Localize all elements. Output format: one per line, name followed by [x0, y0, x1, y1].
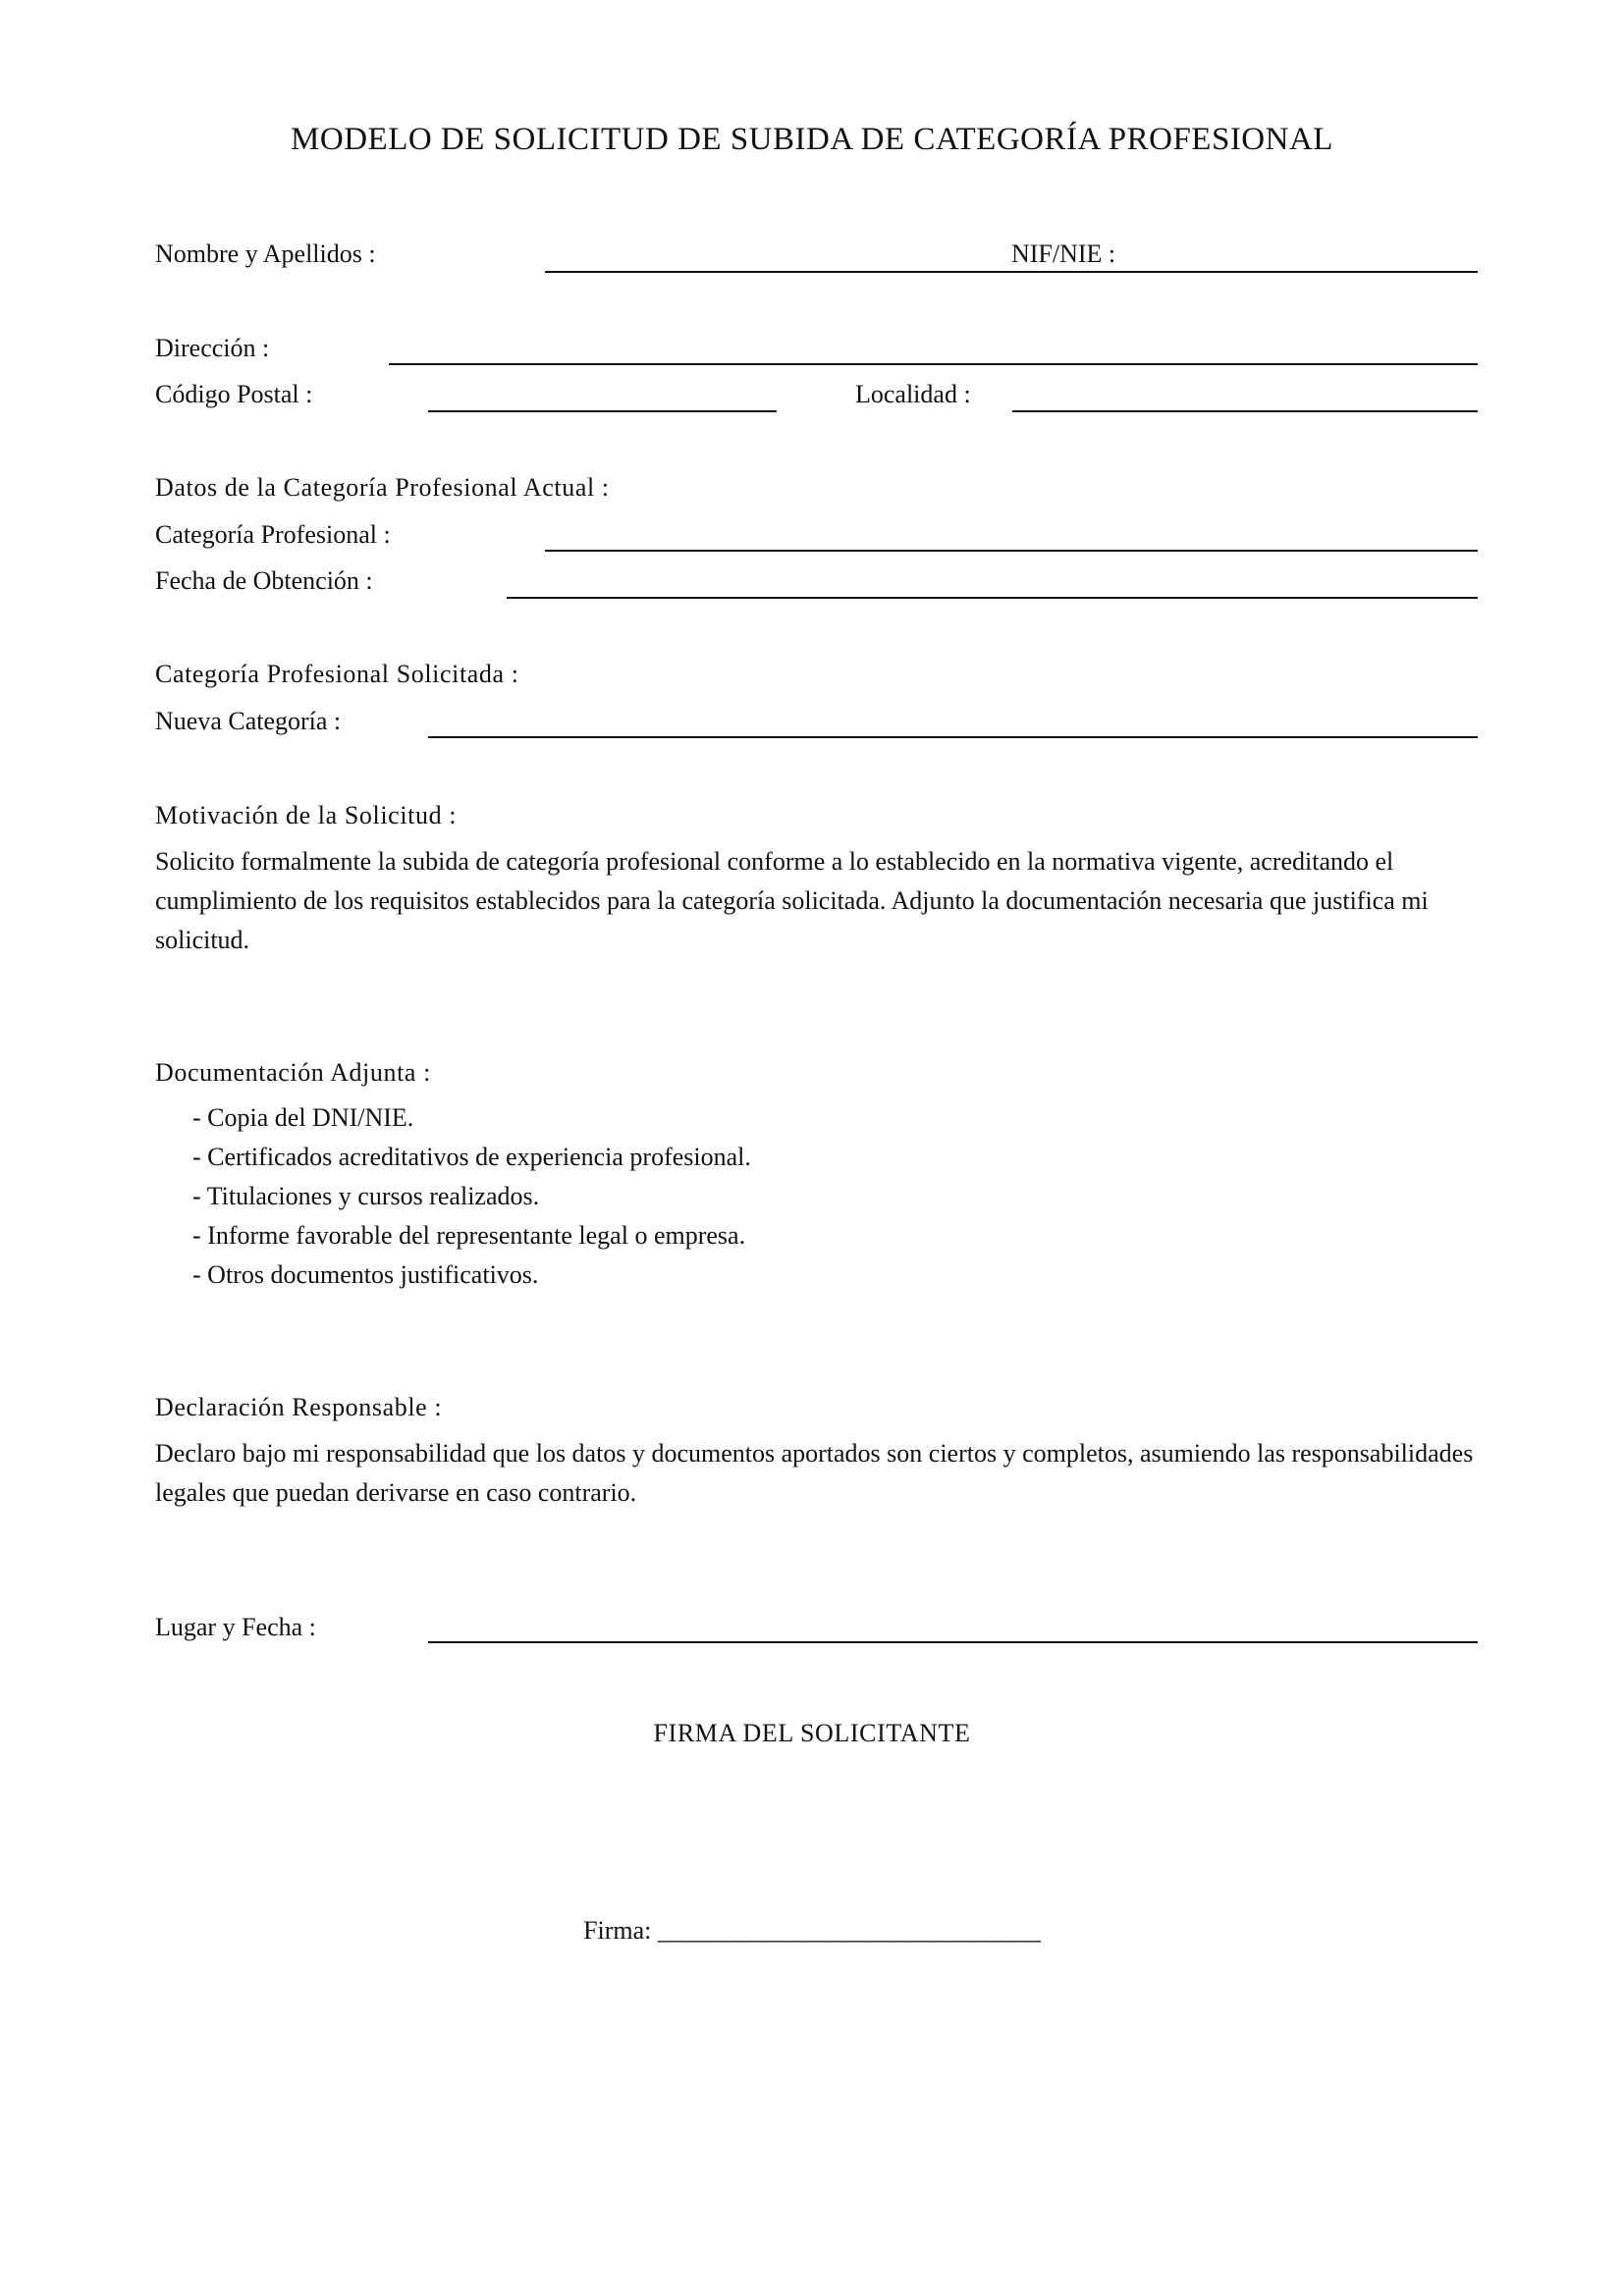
name-label: Nombre y Apellidos :: [155, 240, 376, 268]
list-item: - Informe favorable del representante legal o empresa.: [192, 1216, 751, 1255]
current-category-field-line[interactable]: [545, 550, 1478, 552]
locality-field-line[interactable]: [1012, 410, 1478, 412]
motivation-text: Solicito formalmente la subida de categoría profesional conforme a lo establecido en la normativa vigente, acreditando el cumplimiento de los requisitos establecidos para la categoría solicitada. Adjunto la documentación necesaria que justifica mi solicitud.: [155, 847, 1429, 954]
postal-code-field-line[interactable]: [428, 410, 777, 412]
locality-label: Localidad :: [855, 380, 971, 408]
new-category-field-line[interactable]: [428, 736, 1478, 738]
documentation-heading: Documentación Adjunta :: [155, 1058, 431, 1087]
documentation-list: [192, 1098, 751, 1295]
signature-line[interactable]: Firma: ______________________________: [583, 1916, 1041, 1945]
place-date-label: Lugar y Fecha :: [155, 1613, 316, 1641]
list-item: - Otros documentos justificativos.: [192, 1255, 751, 1295]
declaration-text: Declaro bajo mi responsabilidad que los datos y documentos aportados son ciertos y completos, asumiendo las responsabilidades legales que puedan derivarse en caso contrario.: [155, 1439, 1474, 1507]
postal-code-label: Código Postal :: [155, 380, 313, 408]
current-category-heading: Datos de la Categoría Profesional Actual :: [155, 473, 610, 502]
current-category-label: Categoría Profesional :: [155, 520, 391, 549]
list-item: - Certificados acreditativos de experiencia profesional.: [192, 1138, 751, 1177]
place-date-field-line[interactable]: [428, 1641, 1478, 1643]
list-item: - Titulaciones y cursos realizados.: [192, 1177, 751, 1216]
address-field-line[interactable]: [389, 363, 1478, 365]
list-item: - Copia del DNI/NIE.: [192, 1098, 751, 1138]
obtention-date-field-line[interactable]: [507, 597, 1478, 599]
motivation-heading: Motivación de la Solicitud :: [155, 801, 458, 829]
obtention-date-label: Fecha de Obtención :: [155, 566, 373, 595]
requested-category-heading: Categoría Profesional Solicitada :: [155, 660, 519, 688]
nif-label: NIF/NIE :: [1011, 240, 1116, 268]
address-label: Dirección :: [155, 334, 270, 362]
declaration-heading: Declaración Responsable :: [155, 1393, 443, 1421]
signature-heading: FIRMA DEL SOLICITANTE: [653, 1719, 971, 1747]
new-category-label: Nueva Categoría :: [155, 707, 342, 735]
name-field-line[interactable]: [545, 271, 1478, 273]
document-title: MODELO DE SOLICITUD DE SUBIDA DE CATEGORÍA PROFESIONAL: [291, 122, 1333, 157]
